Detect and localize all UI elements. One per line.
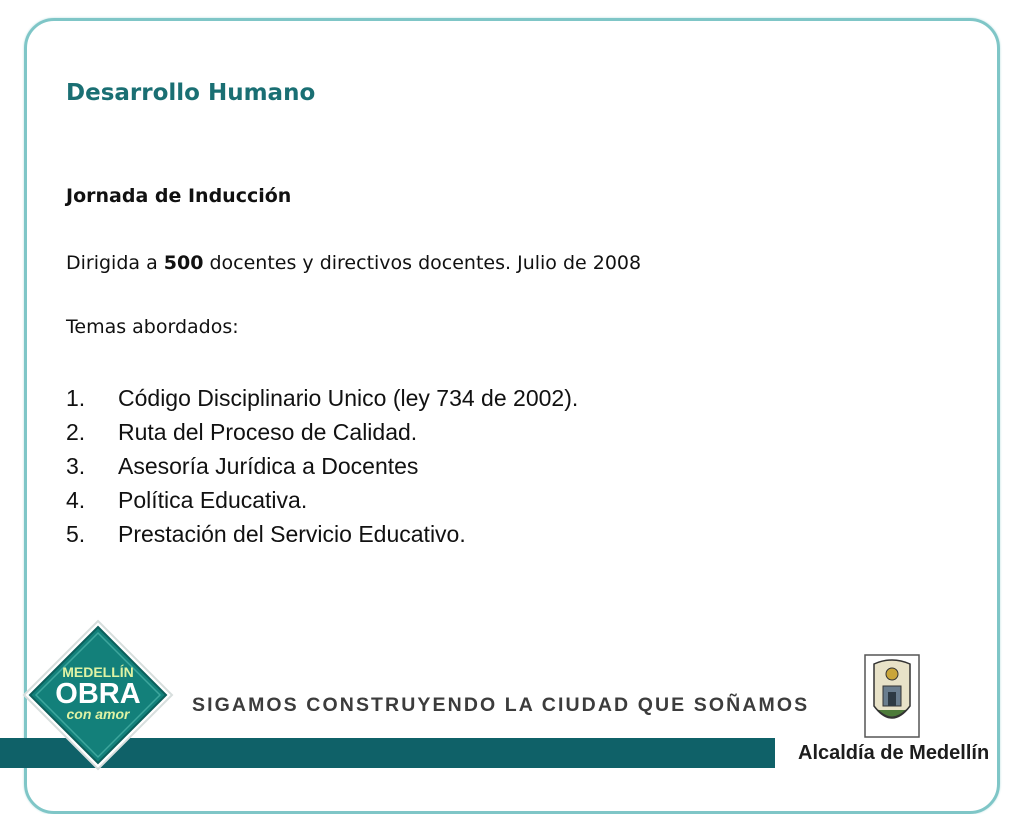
audience-prefix: Dirigida a	[66, 252, 164, 274]
audience-suffix: docentes y directivos docentes. Julio de 2008	[203, 252, 642, 274]
topics-heading: Temas abordados:	[66, 316, 239, 338]
institution-name: Alcaldía de Medellín	[798, 742, 990, 764]
list-item	[66, 381, 578, 415]
list-item	[66, 415, 578, 449]
list-item	[66, 449, 578, 483]
logo-line2: OBRA	[55, 678, 141, 710]
city-crest-icon	[864, 654, 920, 738]
list-item-number: 5.	[66, 521, 86, 547]
list-item-text: Prestación del Servicio Educativo.	[118, 521, 466, 547]
slide-title: Desarrollo Humano	[66, 80, 316, 106]
medellin-logo	[22, 619, 174, 771]
list-item	[66, 517, 578, 551]
list-item-number: 1.	[66, 385, 86, 411]
list-item-text: Ruta del Proceso de Calidad.	[118, 419, 418, 445]
audience-line	[66, 252, 641, 274]
list-item-text: Asesoría Jurídica a Docentes	[118, 453, 419, 479]
list-item	[66, 483, 578, 517]
slide-subtitle: Jornada de Inducción	[66, 185, 292, 207]
slogan: SIGAMOS CONSTRUYENDO LA CIUDAD QUE SOÑAMOS	[192, 694, 810, 716]
topics-list	[66, 381, 578, 551]
audience-count: 500	[163, 252, 204, 274]
list-item-number: 2.	[66, 419, 86, 445]
logo-line3: con amor	[66, 706, 130, 722]
logo-line1: MEDELLÍN	[62, 664, 134, 680]
list-item-text: Código Disciplinario Unico (ley 734 de 2002).	[118, 385, 579, 411]
list-item-number: 3.	[66, 453, 86, 479]
list-item-text: Política Educativa.	[118, 487, 308, 513]
list-item-number: 4.	[66, 487, 86, 513]
